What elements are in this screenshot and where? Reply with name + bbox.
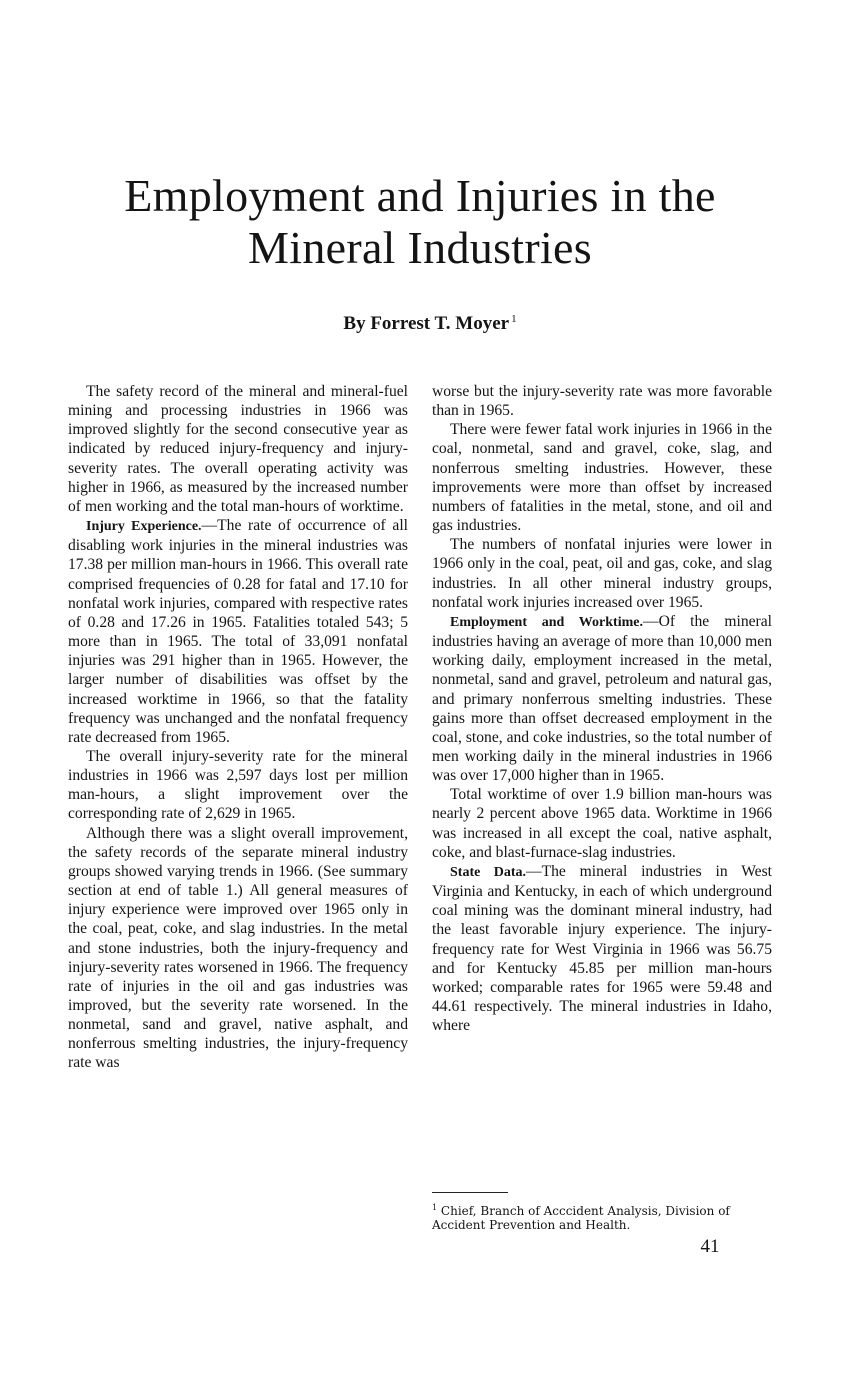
paragraph-text: The overall injury-severity rate for the mineral industries in 1966 was 2,597 days lost per million man-hours, a slight improvement over the corresponding rate of 2,629 in 1965.: [68, 747, 408, 823]
author-name: By Forrest T. Moyer: [343, 313, 510, 334]
paragraph-text: Total worktime of over 1.9 billion man-hours was nearly 2 percent above 1965 data. Worktime in 1966 was increased in all except the coal, native asphalt, coke, and blast-furnace-slag industries.: [432, 786, 772, 861]
paragraph: [432, 535, 772, 612]
paragraph: [68, 516, 408, 747]
paragraph-text: —Of the mineral industries having an average of more than 10,000 men working daily, employment increased in the metal, nonmetal, sand and gravel, petroleum and natural gas, and primary nonferrous smelting industries. These gains more than offset decreased employment in the coal, stone, and coke industries, so the total number of men working daily in the mineral industries in 1966 was over 17,000 higher than in 1965.: [432, 612, 772, 785]
author-byline: [60, 313, 800, 335]
footnote: [432, 1201, 774, 1232]
paragraph-text: The numbers of nonfatal injuries were lower in 1966 only in the coal, peat, oil and gas, coke, and slag industries. In all other mineral industry groups, nonfatal work injuries increased over 1965.: [432, 536, 772, 611]
left-column: [68, 382, 408, 1073]
paragraph: [68, 382, 408, 516]
article-title: [60, 170, 780, 274]
paragraph-text: —The mineral industries in West Virginia and Kentucky, in each of which underground coal mining was the dominant mineral industry, had the least favorable injury experience. The injury-frequency rate for West Virginia in 1966 was 56.75 and for Kentucky 45.85 per million man-hours worked; comparable rates for 1965 were 59.48 and 44.61 respectively. The mineral industries in Idaho, where: [432, 862, 772, 1035]
paragraph-text: —The rate of occurrence of all disabling work injuries in the mineral industries was 17.38 per million man-hours in 1966. This overall rate comprised frequencies of 0.28 for fatal and 17.10 for nonfatal work injuries, compared with respective rates of 0.28 and 17.26 in 1965. Fatalities totaled 543; 5 more than in 1965. The total of 33,091 nonfatal injuries was 291 higher than in 1965. However, the larger number of disabilities was offset by the increased worktime in 1966, so that the fatality frequency was unchanged and the nonfatal frequency rate decreased from 1965.: [68, 517, 408, 746]
footnote-marker: 1: [432, 1203, 438, 1212]
section-heading: Injury Experience.: [86, 519, 202, 535]
paragraph: [68, 824, 408, 1073]
paragraph-text: Although there was a slight overall improvement, the safety records of the separate mineral industry groups showed varying trends in 1966. (See summary section at end of table 1.) All general measures of injury experience were improved over 1965 only in the coal, peat, coke, and slag industries. In the metal and stone industries, both the injury-frequency and injury-severity rates worsened in 1966. The frequency rate of injuries in the oil and gas industries was improved, but the severity rate worsened. In the nonmetal, sand and gravel, native asphalt, and nonferrous smelting industries, the injury-frequency rate was: [68, 824, 408, 1072]
paragraph: [432, 785, 772, 862]
section-heading: State Data.: [450, 864, 527, 880]
paragraph: [432, 612, 772, 785]
paragraph-text: worse but the injury-severity rate was more favorable than in 1965.: [432, 383, 772, 420]
paragraph: [432, 420, 772, 535]
footnote-divider: [432, 1192, 508, 1193]
paragraph-text: There were fewer fatal work injuries in 1966 in the coal, nonmetal, sand and gravel, coke, slag, and nonferrous smelting industries. However, these improvements were more than offset by increased numbers of fatalities in the metal, stone, and oil and gas industries.: [432, 421, 772, 535]
paragraph: [432, 382, 772, 420]
right-column: [432, 382, 772, 1035]
page-number: 41: [700, 1236, 720, 1257]
footnote-text: Chief, Branch of Acccident Analysis, Division of Accident Prevention and Health.: [432, 1204, 730, 1232]
paragraph-text: The safety record of the mineral and mineral-fuel mining and processing industries in 1966 was improved slightly for the second consecutive year as indicated by reduced injury-frequency and injury-severity rates. The overall operating activity was higher in 1966, as measured by the increased number of men working and the total man-hours of worktime.: [68, 383, 408, 515]
article-title-line-2: Mineral Industries: [248, 222, 592, 273]
paragraph: [68, 747, 408, 824]
paragraph: [432, 862, 772, 1035]
footnote-ref: 1: [511, 313, 517, 325]
article-title-line-1: Employment and Injuries in the: [124, 170, 716, 221]
section-heading: Employment and Worktime.: [450, 614, 643, 630]
